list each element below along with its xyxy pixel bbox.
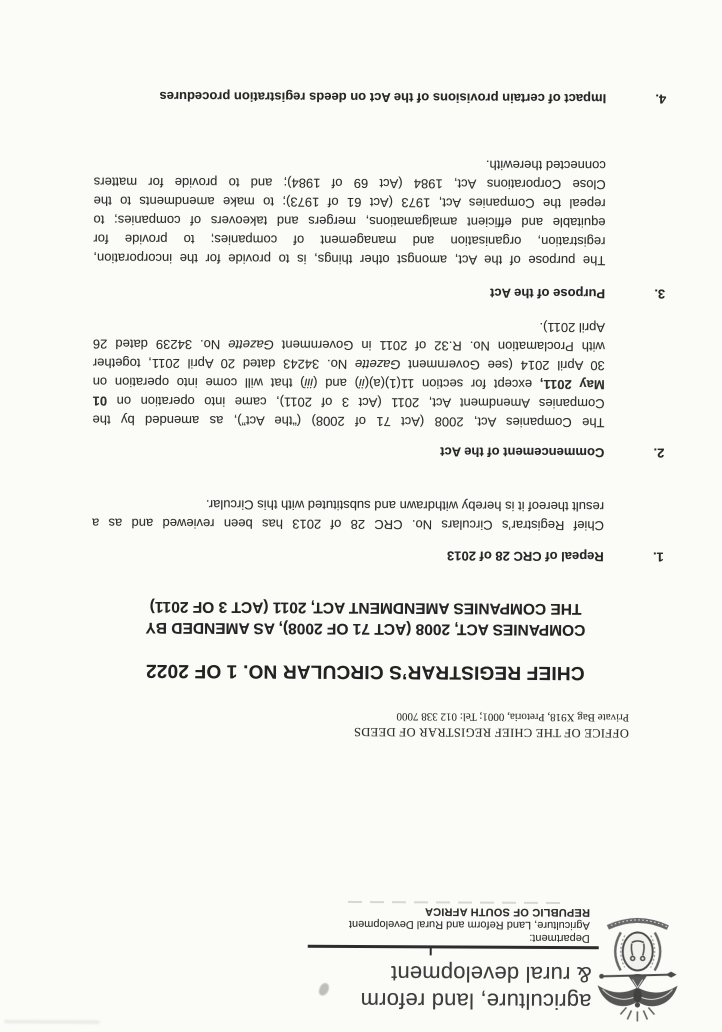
office-letterhead [354,710,629,740]
section-2-paragraph-row [92,316,665,433]
act-subtitle [87,596,643,641]
section-2-paragraph: The Companies Act, 2008 (Act 71 of 2008) (“the Act”), as amended by the Companies Amendment Act, 2011 (Act 3 of 2011), came into operation on 01 May 2011, except for section 11(1)(a)(ii) and (iii) that will come into operation on 30 April 2014 (see Government Gazette No. 34243 dated 20 April 2011, together with Proclamation No. R.32 of 2011 in Government Gazette No. 34239 dated 26 April 2011). [92,316,605,433]
section-4-number: 4. [606,89,666,108]
office-address: Private Bag X918, Pretoria, 0001; Tel: 012 338 7000 [354,710,629,723]
section-1-heading: Repeal of CRC 28 of 2013 [447,546,604,566]
sa-coat-of-arms-emblem [593,913,682,1025]
section-4-heading: Impact of certain provisions of the Act on deeds registration procedures [159,87,606,108]
logotype-line2: & rural development [361,960,592,988]
section-3-paragraph-row [93,154,666,271]
section-1-paragraph: Chief Registrar’s Circulars No. CRC 28 of 2013 has been reviewed and as a result thereof it is hereby withdrawn and substituted with this Circular. [92,495,604,536]
scan-streak-edge [4,1020,99,1023]
logotype-line1: agriculture, land reform [360,987,591,1015]
act-subtitle-line2: THE COMPANIES AMENDMENT ACT, 2011 (ACT 3 OF 2011) [87,596,643,620]
section-3-paragraph: The purpose of the Act, amongst other things, is to provide for the incorporation, registration, organisation and management of companies; to provide for equitable and efficient amalgamations, mergers and takeovers of companies; to repeal the Companies Act, 1973 (Act 61 of 1973); to make amendments to the Close Corporations Act, 1984 (Act 69 of 1984); and to provide for matters connected therewith. [93,154,606,271]
act-subtitle-line1: COMPANIES ACT, 2008 (ACT 71 OF 2008), AS AMENDED BY [87,617,643,641]
department-label: Department: [349,930,590,944]
office-name: OFFICE OF THE CHIEF REGISTRAR OF DEEDS [354,724,629,740]
section-2-heading-row [92,441,664,463]
section-3-heading: Purpose of the Act [490,284,605,304]
section-3-heading-row [93,282,665,304]
section-1-heading-row [92,545,664,567]
scan-smudge [318,982,331,997]
department-logotype [360,960,591,1015]
branding-divider-tick [430,947,432,955]
circular-title: CHIEF REGISTRAR’S CIRCULAR NO. 1 OF 2022 [87,659,643,684]
department-block [349,904,590,944]
section-2-heading: Commencement of the Act [440,442,604,462]
section-1-paragraph-row [92,495,664,536]
section-2-number: 2. [604,443,664,462]
section-1-number: 1. [604,547,664,566]
branding-divider-rule [308,945,599,949]
country-name: REPUBLIC OF SOUTH AFRICA [349,904,590,918]
section-3-number: 3. [605,284,665,303]
section-4-heading-row [94,87,666,109]
department-name: Agriculture, Land Reform and Rural Development [349,917,590,931]
